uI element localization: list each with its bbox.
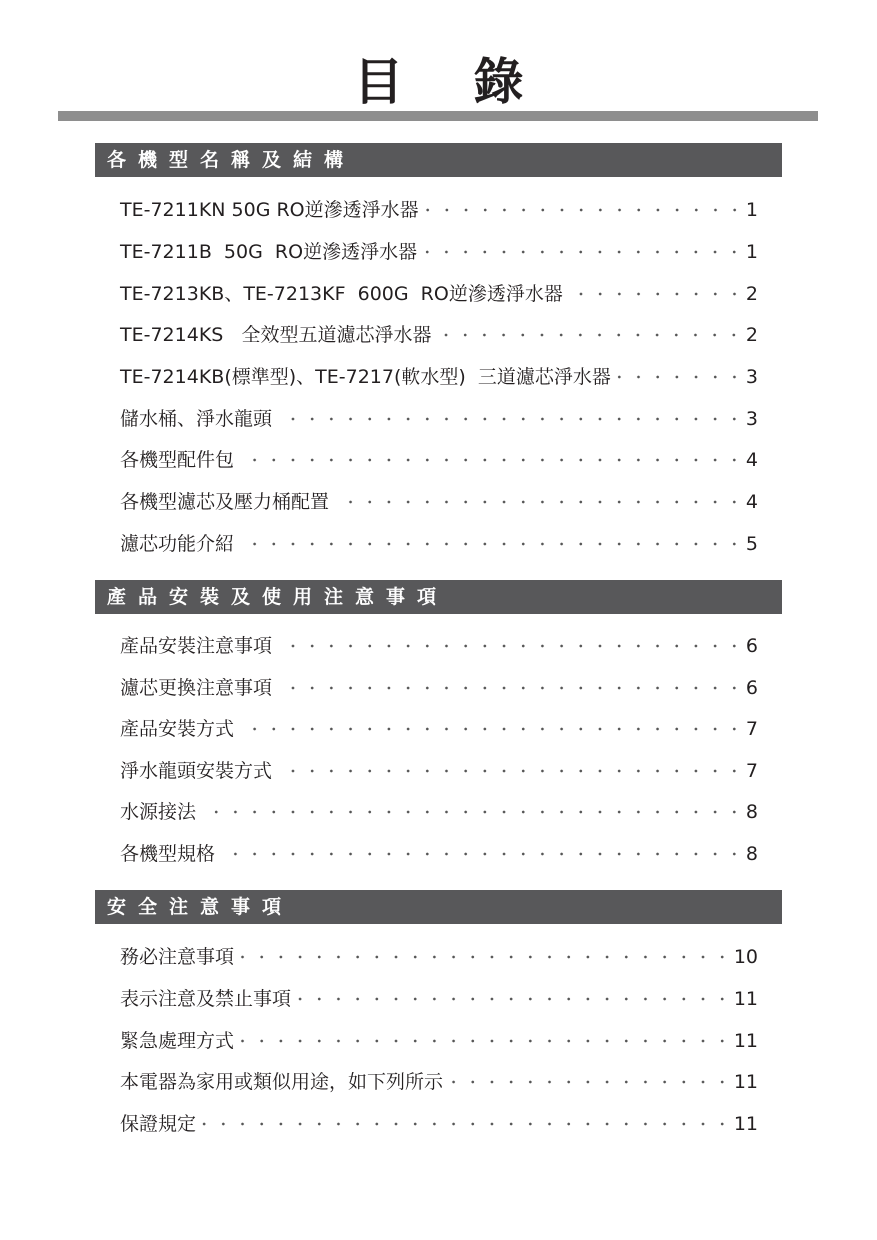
toc-entry[interactable] (120, 839, 758, 869)
toc-entry-label: TE-7213KB、TE-7213KF 600G RO逆滲透淨水器 (120, 283, 563, 305)
toc-page-number: 11 (733, 1071, 758, 1093)
toc-page-number: 11 (733, 988, 758, 1010)
toc-page-number: 2 (745, 283, 758, 305)
toc-dot-leader (240, 714, 744, 744)
toc-page-number: 6 (745, 635, 758, 657)
toc-page-number: 6 (745, 677, 758, 699)
page-title-char-2: 錄 (473, 53, 524, 111)
toc-entry-label: 各機型配件包 (120, 449, 235, 471)
toc-dot-leader (335, 487, 744, 517)
toc-dot-leader (278, 673, 744, 703)
toc-dot-leader (278, 631, 744, 661)
toc-entry-label: 產品安裝方式 (120, 718, 235, 740)
toc-dot-leader (240, 1026, 732, 1056)
toc-dot-leader (278, 756, 744, 786)
toc-dot-leader (278, 404, 744, 434)
toc-entry-label: 各機型規格 (120, 843, 216, 865)
toc-dot-leader (202, 797, 744, 827)
toc-entry-label: 濾芯功能介紹 (120, 533, 235, 555)
toc-entry-label: TE-7214KS 全效型五道濾芯淨水器 (120, 324, 432, 346)
toc-entry[interactable] (120, 404, 758, 434)
toc-dot-leader (569, 279, 744, 309)
toc-entry[interactable] (120, 1026, 758, 1056)
toc-page-number: 7 (745, 760, 758, 782)
toc-page-number: 1 (745, 199, 758, 221)
toc-entry[interactable] (120, 320, 758, 350)
toc-entry[interactable] (120, 1109, 758, 1139)
toc-entry-label: 淨水龍頭安裝方式 (120, 760, 273, 782)
toc-page-number: 8 (745, 843, 758, 865)
toc-page-number: 8 (745, 801, 758, 823)
toc-entry[interactable] (120, 942, 758, 972)
toc-entry[interactable] (120, 445, 758, 475)
toc-entry-label: 務必注意事項 (120, 946, 235, 968)
toc-entry-label: TE-7214KB(標準型)、TE-7217(軟水型) 三道濾芯淨水器 (120, 366, 611, 388)
toc-entry-label: 保證規定 (120, 1113, 197, 1135)
toc-page-number: 3 (745, 366, 758, 388)
toc-entry[interactable] (120, 631, 758, 661)
toc-entry-label: 儲水桶、淨水龍頭 (120, 408, 273, 430)
toc-entry-label: 緊急處理方式 (120, 1030, 235, 1052)
toc-page-number: 3 (745, 408, 758, 430)
page-title-char-1: 目 (353, 53, 404, 111)
toc-entry-label: 表示注意及禁止事項 (120, 988, 292, 1010)
toc-dot-leader (423, 237, 744, 267)
toc-page-number: 11 (733, 1113, 758, 1135)
section-heading-models: 各機型名稱及結構 (95, 143, 782, 177)
page-title (0, 52, 877, 112)
toc-entry[interactable] (120, 529, 758, 559)
toc-page-number: 10 (733, 946, 758, 968)
toc-entry-label: 本電器為家用或類似用途，如下列所示 (120, 1071, 444, 1093)
toc-page-number: 1 (745, 241, 758, 263)
toc-entry-label: 各機型濾芯及壓力桶配置 (120, 491, 330, 513)
toc-dot-leader (449, 1067, 732, 1097)
toc-dot-leader (240, 942, 732, 972)
toc-dot-leader (437, 320, 743, 350)
title-underline (58, 111, 818, 121)
toc-entry-label: TE-7211B 50G RO逆滲透淨水器 (120, 241, 418, 263)
toc-entry[interactable] (120, 797, 758, 827)
toc-entry-label: 水源接法 (120, 801, 197, 823)
toc-entry[interactable] (120, 714, 758, 744)
toc-entry[interactable] (120, 195, 758, 225)
toc-dot-leader (240, 445, 744, 475)
toc-page-number: 5 (745, 533, 758, 555)
toc-page-number: 4 (745, 491, 758, 513)
section-heading-safety: 安全注意事項 (95, 890, 782, 924)
toc-dot-leader (297, 984, 732, 1014)
toc-dot-leader (240, 529, 744, 559)
toc-dot-leader (425, 195, 744, 225)
toc-entry-label: TE-7211KN 50G RO逆滲透淨水器 (120, 199, 419, 221)
toc-dot-leader (202, 1109, 732, 1139)
toc-page-number: 11 (733, 1030, 758, 1052)
toc-entry[interactable] (120, 756, 758, 786)
toc-page-number: 2 (745, 324, 758, 346)
toc-entry[interactable] (120, 362, 758, 392)
section-heading-installation: 產品安裝及使用注意事項 (95, 580, 782, 614)
toc-page-number: 4 (745, 449, 758, 471)
toc-entry[interactable] (120, 1067, 758, 1097)
toc-entry[interactable] (120, 984, 758, 1014)
toc-dot-leader (617, 362, 744, 392)
toc-entry[interactable] (120, 237, 758, 267)
toc-entry-label: 產品安裝注意事項 (120, 635, 273, 657)
toc-entry[interactable] (120, 487, 758, 517)
toc-entry-label: 濾芯更換注意事項 (120, 677, 273, 699)
toc-entry[interactable] (120, 673, 758, 703)
toc-page-number: 7 (745, 718, 758, 740)
toc-dot-leader (221, 839, 744, 869)
toc-entry[interactable] (120, 279, 758, 309)
